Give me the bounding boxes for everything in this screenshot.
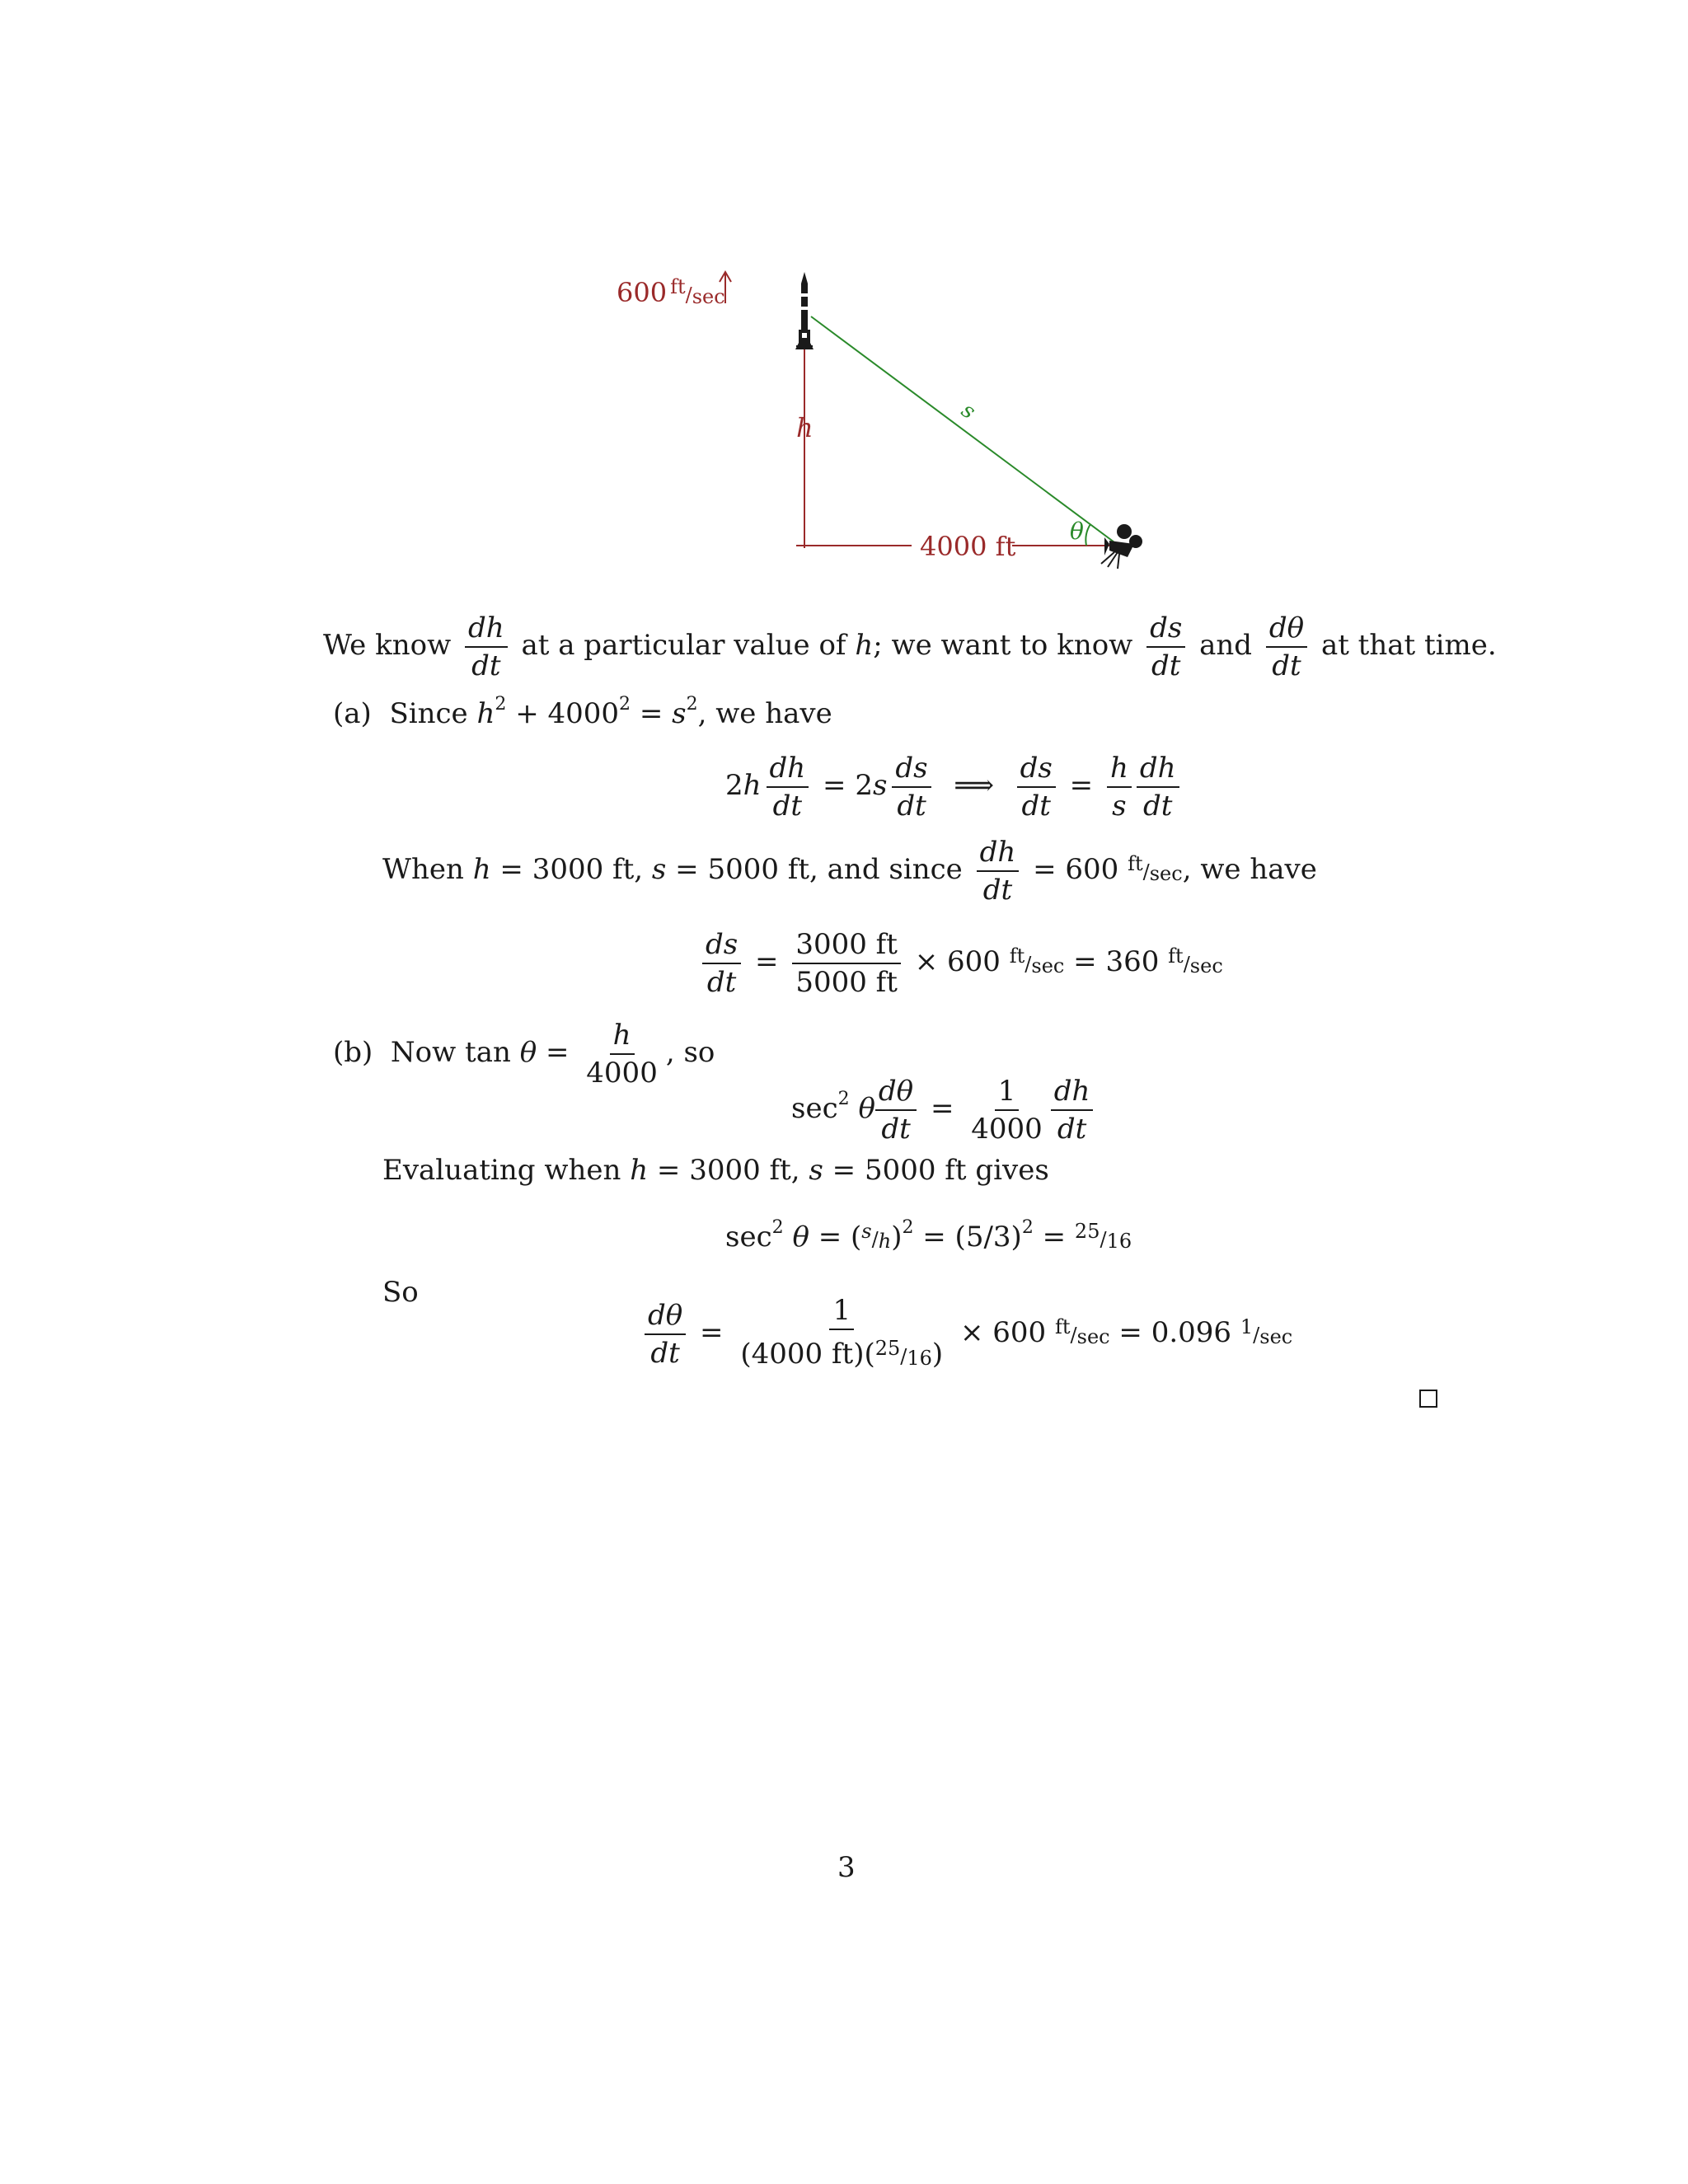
part-b-eval-1: Evaluating when	[382, 1154, 621, 1187]
rocket-icon	[795, 272, 814, 349]
sec-eval-end-b: 16	[1106, 1230, 1132, 1253]
part-a-calc: $\frac{ds}{dt}$ = $\frac{3000 ft}{5000 ft}$ × 600 ft/sec = 360 ft/sec	[697, 930, 1223, 997]
calc-numerator: 3000 ft	[792, 930, 901, 964]
sec-den: 4000	[971, 1113, 1043, 1146]
intro-text-1: We know	[323, 629, 452, 662]
intro-text-2: at a particular value of	[521, 629, 846, 662]
intro-text-3: ; we want to know	[873, 629, 1133, 662]
calc-denominator: 5000 ft	[795, 966, 898, 999]
part-b-text-1: Now	[390, 1036, 457, 1069]
sec-eval-mid: = (5/3)	[922, 1221, 1022, 1254]
part-b-text-2: , so	[665, 1036, 715, 1069]
sec-eval-end-a: 25	[1074, 1220, 1100, 1243]
part-b-so: So	[382, 1276, 419, 1309]
rate-unit-den: sec	[692, 285, 725, 308]
part-b-eval-2: = 3000 ft,	[656, 1154, 800, 1187]
part-a-when: When h = 3000 ft, s = 5000 ft, and since $\frac{dh}{dt}$ = 600 ft/sec, we have	[382, 836, 1317, 907]
calc-result: = 360	[1073, 945, 1160, 978]
hypotenuse-line	[811, 316, 1114, 542]
part-a-when-5: , we have	[1182, 853, 1317, 886]
ans-den-frac-a: 25	[874, 1337, 901, 1360]
hyp-label: s	[956, 397, 980, 425]
ans-den: (4000 ft)(	[740, 1338, 875, 1371]
ans-mid: × 600	[960, 1316, 1047, 1349]
part-b-lead-den: 4000	[586, 1057, 658, 1090]
triangle-figure	[0, 0, 1688, 577]
intro-text-4: and	[1199, 629, 1253, 662]
ans-unit-a: 1	[1240, 1315, 1254, 1338]
page-number: 3	[837, 1851, 856, 1884]
dh-dt-frac: $\frac{dh}{dt}$	[465, 613, 508, 681]
calc-mid: × 600	[914, 945, 1001, 978]
sec-num: 1	[995, 1076, 1020, 1111]
part-b-eval: Evaluating when h = 3000 ft, s = 5000 ft gives	[382, 1154, 1049, 1187]
part-b-lead: (b) Now tan θ = $\frac{h}{4000}$ , so	[333, 1019, 715, 1090]
part-a-when-1: When	[382, 853, 464, 886]
ans-den-frac-b: 16	[907, 1347, 932, 1370]
part-a-text-2: , we have	[697, 697, 832, 730]
part-a-when-3: = 5000 ft, and since	[675, 853, 963, 886]
rate-unit-num: ft	[670, 275, 686, 298]
part-a-lead: (a) Since $h^2 + 4000^2 = s^2$, we have	[333, 694, 832, 730]
height-label: h	[796, 412, 814, 443]
rate-label: 600 ft/sec	[617, 275, 725, 308]
dtheta-dt-frac: $\frac{d\theta}{dt}$	[1266, 613, 1307, 681]
qed-square-icon	[1419, 1390, 1437, 1408]
camera-icon	[1101, 524, 1142, 569]
base-label: 4000 ft	[920, 531, 1016, 562]
part-a-when-4: = 600	[1033, 853, 1119, 886]
ans-unit-b: sec	[1259, 1325, 1293, 1348]
part-a-label: (a)	[333, 697, 372, 730]
part-a-text-1: Since	[389, 697, 468, 730]
intro-line: We know $\frac{dh}{dt}$ at a particular value of h; we want to know $\frac{ds}{dt}$ and $\frac{d\theta}{dt}$ at that time.	[323, 612, 1497, 682]
part-b-eval-3: = 5000 ft gives	[832, 1154, 1049, 1187]
part-a-eq1: 2h $\frac{dh}{dt}$ = 2s $\frac{ds}{dt}$ ⟹ $\frac{ds}{dt}$ = $\frac{h}{s}$ $\frac{dh}{dt}$	[725, 753, 1184, 821]
part-b-label: (b)	[333, 1036, 373, 1069]
part-b-eq1: $\sec^2 \theta$ $\frac{d\theta}{dt}$ = $\frac{1}{4000}$ $\frac{dh}{dt}$	[791, 1076, 1098, 1144]
part-b-answer: $\frac{d\theta}{dt}$ = $\frac{1}{(4000 ft)(25/16)}$ × 600 ft/sec = 0.096 1/sec	[640, 1296, 1292, 1373]
rate-value: 600	[617, 277, 668, 308]
ans-result: = 0.096	[1118, 1316, 1232, 1349]
angle-arc	[1085, 524, 1090, 546]
part-b-sec-eval: $\sec^2 \theta = (s/h)^2 = (5/3)^2 = 25/16$	[725, 1217, 1132, 1254]
part-a-when-2: = 3000 ft,	[499, 853, 644, 886]
intro-text-5: at that time.	[1320, 629, 1497, 662]
ds-dt-frac: $\frac{ds}{dt}$	[1146, 613, 1185, 681]
angle-label: θ	[1070, 518, 1084, 545]
